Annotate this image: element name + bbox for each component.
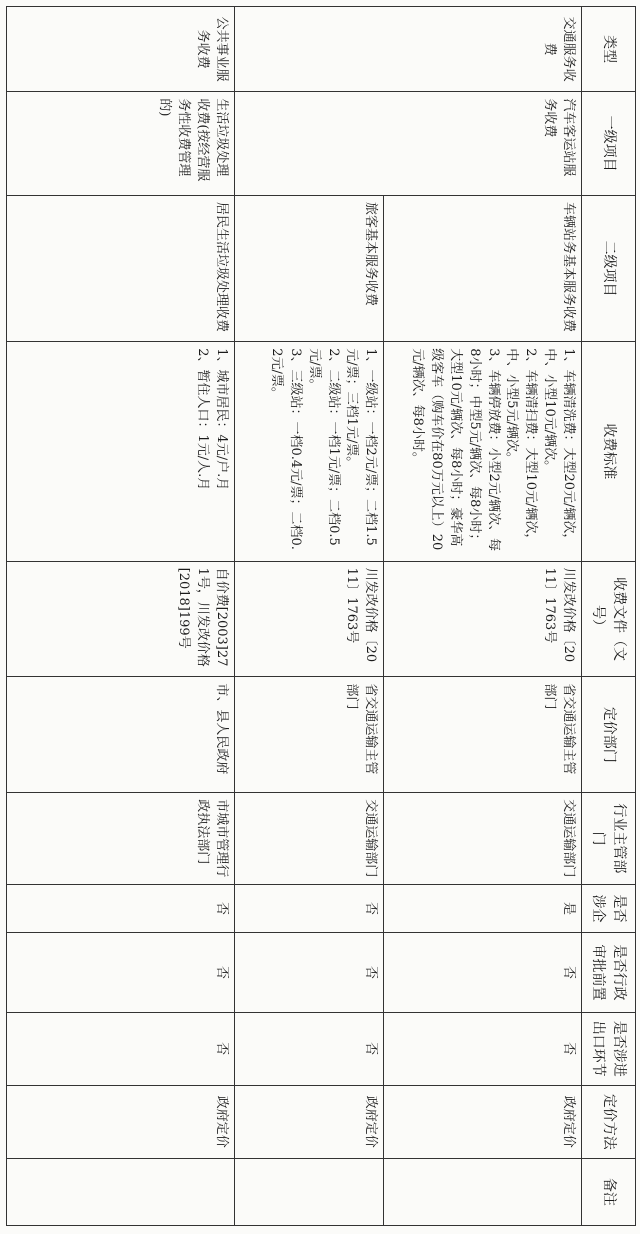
standard-line: 1、车辆清洗费：大型20元/辆次，中、小型10元/辆次。 [542,348,576,547]
cell-level2: 旅客基本服务收费 [234,195,383,341]
header-level2: 二级项目 [582,195,636,341]
cell-standard [7,342,235,561]
header-involves-enterprise: 是否涉企 [582,884,636,933]
cell-level1: 生活垃圾处理收费(按经营服务性收费管理的) [7,92,235,196]
cell-involves-enterprise: 否 [234,884,383,933]
cell-level1: 汽车客运站服务收费 [234,92,581,196]
header-document: 收费文件（文号） [582,561,636,677]
cell-pricing-method: 政府定价 [384,1085,582,1158]
cell-pricing-method: 政府定价 [234,1085,383,1158]
standard-line: 3、车辆停放费：小型2元/辆次、每8小时；中型5元/辆次、每8小时；大型10元/辆次、每8小时；豪华高级客车（购车价在80万元以上）20元/辆次、每8小时。 [410,348,501,552]
standard-line: 2、车辆清扫费：大型10元/辆次，中、小型5元/辆次。 [504,348,539,547]
cell-pricing-dept: 省交通运输主管部门 [234,677,383,793]
cell-industry-dept: 市城市管理行政执法部门 [7,793,235,884]
cell-pricing-method: 政府定价 [7,1085,235,1158]
fee-table [6,6,636,1226]
header-row [582,7,636,1226]
cell-remarks [7,1158,235,1225]
cell-type: 交通服务收费 [234,7,581,92]
header-remarks: 备注 [582,1158,636,1225]
cell-remarks [234,1158,383,1225]
cell-level2: 居民生活垃圾处理收费 [7,195,235,341]
cell-involves-enterprise: 否 [7,884,235,933]
cell-industry-dept: 交通运输部门 [384,793,582,884]
cell-document: 川发改价格〔2011〕1763号 [234,561,383,677]
standard-line: 1、一级站：一档2元/票；二档1.5元/票；三档1元/票。 [344,348,379,546]
cell-document: 川发改价格〔2011〕1763号 [384,561,582,677]
header-admin-approval: 是否行政审批前置 [582,933,636,1012]
cell-level2: 车辆站务基本服务收费 [384,195,582,341]
cell-industry-dept: 交通运输部门 [234,793,383,884]
cell-import-export: 否 [7,1012,235,1085]
header-level1: 一级项目 [582,92,636,196]
cell-pricing-dept: 市、县人民政府 [7,677,235,793]
cell-import-export: 否 [384,1012,582,1085]
header-standard: 收费标准 [582,342,636,561]
cell-import-export: 否 [234,1012,383,1085]
header-import-export: 是否涉进出口环节 [582,1012,636,1085]
cell-admin-approval: 否 [7,933,235,1012]
header-pricing-method: 定价方法 [582,1085,636,1158]
standard-line: 1、城市居民：4元/户.月 [213,348,229,491]
cell-involves-enterprise: 是 [384,884,582,933]
table-row [384,7,582,1226]
cell-admin-approval: 否 [384,933,582,1012]
cell-document: 自价费[2003]271号，川发改价格[2018]199号 [7,561,235,677]
cell-remarks [384,1158,582,1225]
standard-line: 3、三级站：一档0.4元/票；二档0.2元/票。 [269,348,303,550]
standard-line: 2、二级站：一档1元/票；二档0.5元/票。 [306,348,341,546]
cell-standard [384,342,582,561]
header-pricing-dept: 定价部门 [582,677,636,793]
table-row [7,7,235,1226]
standard-line: 2、暂住人口：1元/人.月 [195,348,211,491]
header-industry-dept: 行业主管部门 [582,793,636,884]
cell-type: 公共事业服务收费 [7,7,235,92]
cell-standard [234,342,383,561]
cell-admin-approval: 否 [234,933,383,1012]
cell-pricing-dept: 省交通运输主管部门 [384,677,582,793]
header-type: 类型 [582,7,636,92]
